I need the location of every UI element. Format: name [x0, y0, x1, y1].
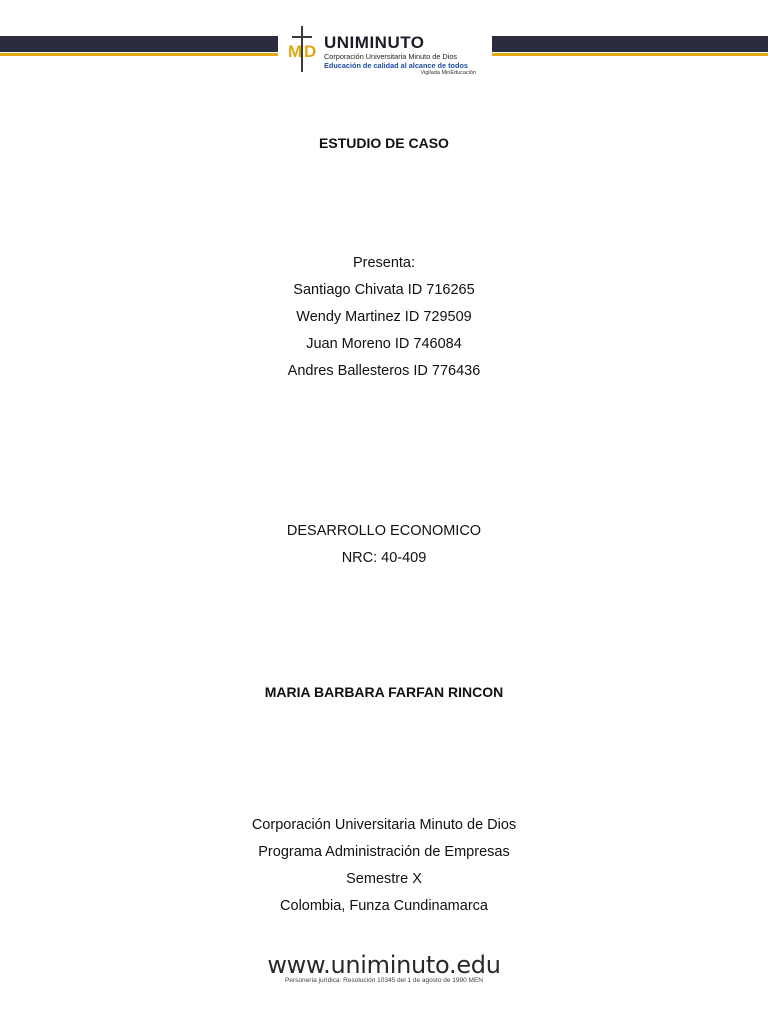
program-name: Programa Administración de Empresas [258, 844, 510, 860]
uniminuto-logo [286, 24, 482, 78]
footer-legal-text: Personería jurídica: Resolución 10345 del 1 de agosto de 1990 MEN [284, 977, 483, 984]
header-band-left [0, 36, 278, 58]
course-nrc: NRC: 40-409 [341, 550, 427, 566]
logo-institution: Corporación Universitaria Minuto de Dios [324, 52, 458, 61]
logo-vigilada: Vigilada MinEducación [420, 70, 476, 76]
svg-text:D: D [304, 42, 317, 61]
footer-url: www.uniminuto.edu [267, 951, 501, 979]
location: Colombia, Funza Cundinamarca [280, 898, 488, 914]
header-band-right [492, 36, 768, 58]
presenter-name: Juan Moreno ID 746084 [306, 336, 462, 352]
course-name: DESARROLLO ECONOMICO [286, 523, 482, 539]
institution-name: Corporación Universitaria Minuto de Dios [251, 817, 517, 833]
md-logo-icon [286, 24, 322, 74]
logo-tagline: Educación de calidad al alcance de todos [324, 61, 468, 70]
presenter-name: Wendy Martinez ID 729509 [296, 309, 472, 325]
teacher-name: MARIA BARBARA FARFAN RINCON [264, 684, 504, 700]
presenter-name: Santiago Chivata ID 716265 [293, 282, 475, 298]
svg-text:M: M [288, 42, 303, 61]
presenter-name: Andres Ballesteros ID 776436 [287, 363, 481, 379]
semester: Semestre X [346, 871, 422, 887]
logo-name: UNIMINUTO [324, 33, 425, 52]
document-title: ESTUDIO DE CASO [319, 135, 449, 151]
presenters-label: Presenta: [352, 255, 416, 271]
